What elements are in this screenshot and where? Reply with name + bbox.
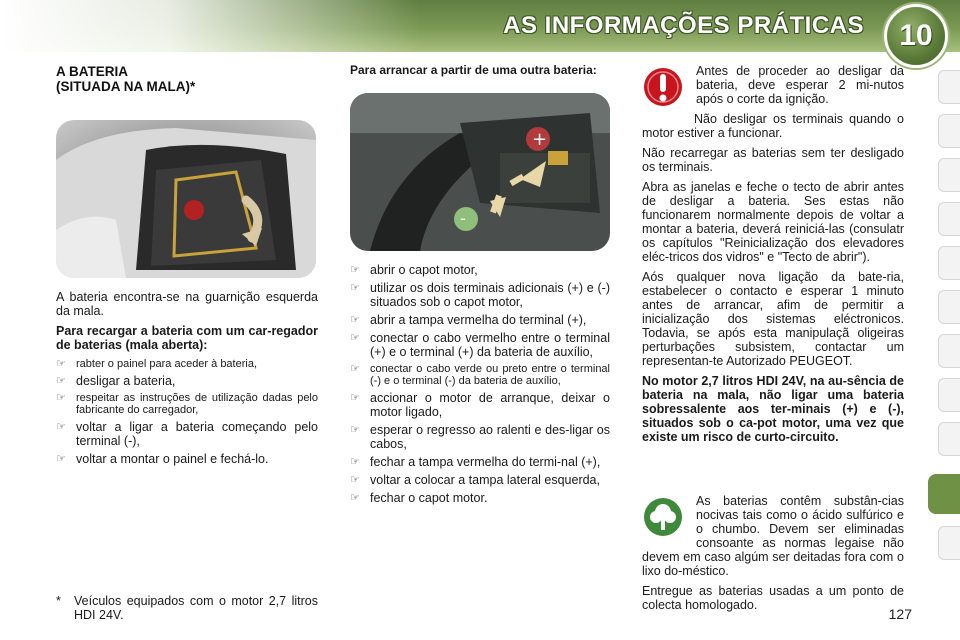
list-item-text: conectar o cabo vermelho entre o terminal (+) e o terminal (+) da bateria de auxílio, [370,331,610,359]
section-title [56,64,318,94]
list-item [56,374,318,388]
list-item [56,392,318,416]
chapter-tab[interactable] [938,246,960,280]
list-item-text: fechar o capot motor. [370,491,488,505]
environment-paragraph: Entregue as baterias usadas a um ponto de colecta homologado. [642,584,904,612]
jump-start-steps [350,263,610,505]
pointing-hand-icon: ☞ [56,392,66,404]
warning-paragraph: Não desligar os terminais quando o motor estiver a funcionar. [642,112,904,140]
recharge-heading: Para recargar a bateria com um car-regador de baterias (mala aberta): [56,324,318,352]
header-fade [0,0,420,52]
list-item [350,313,610,327]
trunk-photo [56,120,316,278]
list-item [56,358,318,370]
pointing-hand-icon: ☞ [56,453,66,465]
list-item-text: esperar o regresso ao ralenti e des-ligar os cabos, [370,423,610,451]
list-item-text: accionar o motor de arranque, deixar o motor ligado, [370,391,610,419]
list-item-text: fechar a tampa vermelha do termi-nal (+), [370,455,601,469]
chapter-tab-active[interactable] [928,474,960,514]
pointing-hand-icon: ☞ [56,421,66,433]
svg-text:+: + [532,129,548,150]
pointing-hand-icon: ☞ [350,392,360,404]
list-item [56,452,318,466]
tree-environment-icon [642,496,684,538]
trunk-illustration [56,120,316,278]
list-item [350,363,610,387]
middle-column [350,64,610,509]
chapter-tab[interactable] [938,158,960,192]
pointing-hand-icon: ☞ [350,424,360,436]
chapter-tab[interactable] [938,422,960,456]
list-item [350,281,610,309]
chapter-tab[interactable] [938,114,960,148]
list-item-text: rabter o painel para aceder à bateria, [76,358,258,370]
pointing-hand-icon: ☞ [350,474,360,486]
warning-paragraph: Abra as janelas e feche o tecto de abrir antes de desligar a bateria. Ses estas não funcionarem normalmente depois de voltar a montar a bateria, deverá reiniciá-las (consulatr os capítulos "Reinicialização dos elevadores eléc-tricos dos vidros" e "Tecto de abrir"). [642,180,904,264]
list-item [350,473,610,487]
list-item [350,455,610,469]
list-item [350,423,610,451]
chapter-tabs [934,70,960,570]
list-item-text: respeitar as instruções de utilização dadas pelo fabricante do carregador, [76,392,318,416]
pointing-hand-icon: ☞ [350,282,360,294]
list-item [350,491,610,505]
pointing-hand-icon: ☞ [350,332,360,344]
chapter-tab[interactable] [938,290,960,324]
footnote [56,594,318,622]
chapter-tab[interactable] [938,378,960,412]
list-item-text: conectar o cabo verde ou preto entre o terminal (-) e o terminal (-) da bateria de auxílio, [370,363,610,387]
pointing-hand-icon: ☞ [350,314,360,326]
pointing-hand-icon: ☞ [56,358,66,370]
page-title: AS INFORMAÇÕES PRÁTICAS [503,12,864,39]
left-column [56,64,318,470]
chapter-badge [884,4,948,68]
warning-bold-paragraph: No motor 2,7 litros HDI 24V, na au-sência de bateria na mala, não ligar uma bateria sobressalente aos ter-minais (+) e (-), situados sob o ca-pot motor, uma vez que existe um risco de curto-circuito. [642,374,904,444]
pointing-hand-icon: ☞ [350,264,360,276]
page-number: 127 [888,606,912,622]
list-item [350,331,610,359]
list-item-text: voltar a ligar a bateria começando pelo terminal (-), [76,420,318,448]
pointing-hand-icon: ☞ [350,492,360,504]
pointing-hand-icon: ☞ [350,456,360,468]
list-item-text: voltar a montar o painel e fechá-lo. [76,452,269,466]
list-item [56,420,318,448]
exclamation-warning-icon [642,66,684,108]
footnote-text: Veículos equipados com o motor 2,7 litros HDI 24V. [74,594,318,622]
jump-start-heading: Para arrancar a partir de uma outra bateria: [350,63,597,77]
footnote-marker: * [56,594,61,608]
engine-illustration [350,93,610,251]
warning-paragraph: Não recarregar as baterias sem ter desligado os terminais. [642,146,904,174]
section-title-line1: A BATERIA [56,64,128,79]
chapter-tab[interactable] [938,70,960,104]
chapter-tab[interactable] [938,526,960,560]
right-column [642,64,904,612]
warning-paragraph: Aós qualquer nova ligação da bate-ria, estabelecer o contacto e esperar 1 minuto antes de arrancar, afim de permitir a inicialização dos sistemas eléctronicos. Todavia, se após esta manipulaçã oligeiras perturbações subsistem, contactar um representan-te Autorizado PEUGEOT. [642,270,904,368]
pointing-hand-icon: ☞ [350,363,360,375]
list-item-text: desligar a bateria, [76,374,176,388]
list-item [350,263,610,277]
list-item-text: abrir o capot motor, [370,263,478,277]
list-item-text: utilizar os dois terminais adicionais (+) e (-) situados sob o capot motor, [370,281,610,309]
pointing-hand-icon: ☞ [56,375,66,387]
recharge-steps [56,358,318,466]
svg-text:-: - [460,209,466,228]
chapter-tab[interactable] [938,202,960,236]
environment-note [642,494,904,612]
chapter-tab[interactable] [938,334,960,368]
list-item-text: voltar a colocar a tampa lateral esquerda, [370,473,600,487]
list-item [350,391,610,419]
engine-photo [350,93,610,251]
list-item-text: abrir a tampa vermelha do terminal (+), [370,313,587,327]
warning-note [642,64,904,444]
chapter-number: 10 [899,19,933,52]
environment-paragraph: As baterias contêm substân-cias nocivas tais como o ácido sulfúrico e o chumbo. Devem ser eliminadas consoante as normas legaise não devem em caso algúm ser deitadas fora com o lixo do-méstico. [642,494,904,578]
warning-paragraph: Antes de proceder ao desligar da bateria, deve esperar 2 mi-nutos após o corte da ignição. [696,64,904,106]
section-title-line2: (SITUADA NA MALA)* [56,79,196,94]
intro-text: A bateria encontra-se na guarnição esquerda da mala. [56,290,318,318]
